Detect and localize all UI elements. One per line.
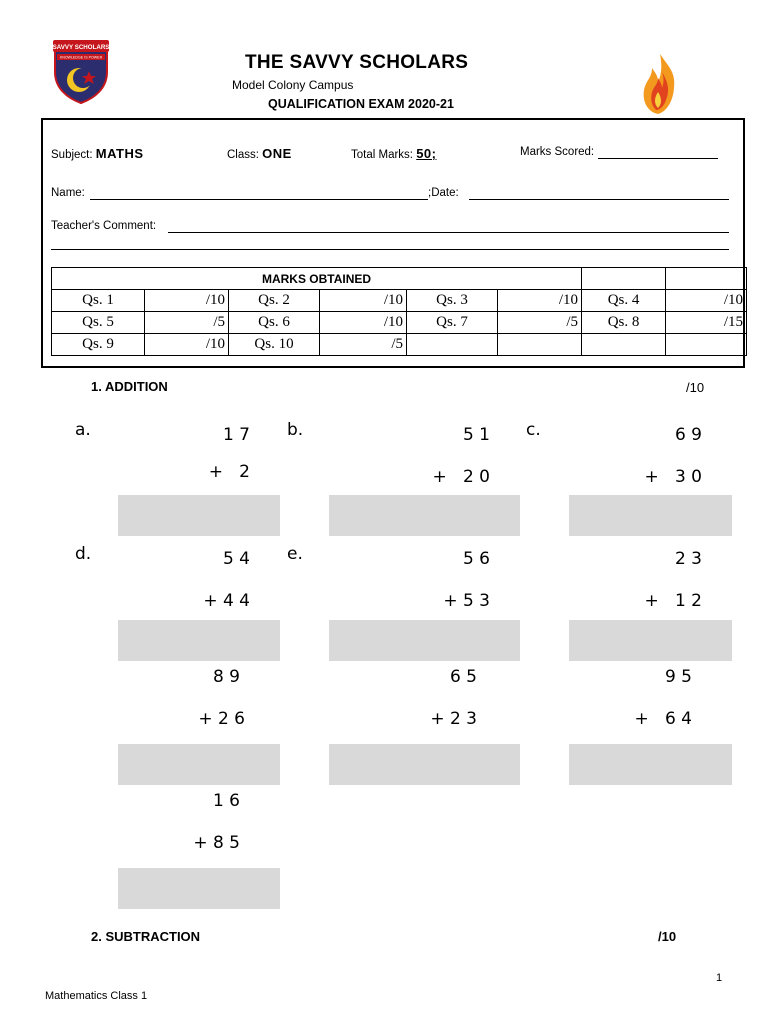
page-number: 1	[716, 972, 723, 984]
problem-top-number: 5 4	[222, 549, 250, 569]
problem-label-e: e.	[287, 544, 303, 564]
question-label: Qs. 10	[229, 334, 320, 356]
question-marks[interactable]: /10	[666, 290, 747, 312]
question-marks[interactable]: /10	[498, 290, 582, 312]
addition-section-title: 1. ADDITION	[91, 379, 168, 394]
problem-top-number: 1 6	[212, 791, 240, 811]
answer-box[interactable]	[329, 744, 520, 785]
marks-obtained-table	[51, 267, 747, 356]
empty-cell	[498, 334, 582, 356]
question-label: Qs. 3	[407, 290, 498, 312]
exam-title: QUALIFICATION EXAM 2020-21	[268, 97, 454, 111]
question-marks[interactable]: /5	[145, 312, 229, 334]
problem-bottom-number: + 4 4	[203, 591, 250, 611]
question-marks[interactable]: /10	[320, 290, 407, 312]
teacher-comment-label: Teacher's Comment:	[51, 220, 157, 232]
name-label: Name:	[51, 187, 85, 199]
class-field	[227, 146, 292, 161]
question-label: Qs. 1	[52, 290, 145, 312]
problem-bottom-number: + 8 5	[193, 833, 240, 853]
campus-name: Model Colony Campus	[232, 78, 354, 92]
question-label: Qs. 5	[52, 312, 145, 334]
answer-box[interactable]	[118, 868, 280, 909]
school-logo	[51, 38, 111, 104]
problem-bottom-number: + 2 3	[430, 709, 477, 729]
question-label: Qs. 6	[229, 312, 320, 334]
answer-box[interactable]	[118, 495, 280, 536]
footer-text: Mathematics Class 1	[45, 990, 148, 1002]
total-marks-label: Total Marks:	[351, 149, 413, 161]
answer-box[interactable]	[569, 495, 732, 536]
problem-top-number: 1 7	[222, 425, 250, 445]
question-marks[interactable]: /5	[498, 312, 582, 334]
problem-top-number: 2 3	[674, 549, 702, 569]
marks-scored-line[interactable]	[598, 158, 718, 159]
marks-obtained-header: MARKS OBTAINED	[52, 268, 582, 290]
subject-value: MATHS	[95, 146, 144, 161]
question-marks[interactable]: /15	[666, 312, 747, 334]
marks-scored-label: Marks Scored:	[520, 146, 595, 158]
problem-bottom-number: + 2	[208, 462, 250, 482]
table-row	[52, 312, 747, 334]
problem-label-b: b.	[287, 420, 304, 440]
answer-box[interactable]	[329, 495, 520, 536]
problem-top-number: 5 1	[462, 425, 490, 445]
problem-top-number: 5 6	[462, 549, 490, 569]
logo-title: SAVVY SCHOLARS	[52, 44, 110, 51]
date-line[interactable]	[469, 199, 729, 200]
class-label: Class:	[227, 149, 259, 161]
answer-box[interactable]	[118, 744, 280, 785]
header-empty-cell	[582, 268, 666, 290]
subject-label: Subject:	[51, 149, 93, 161]
question-label: Qs. 7	[407, 312, 498, 334]
subject-field	[51, 146, 144, 161]
question-marks[interactable]: /10	[320, 312, 407, 334]
answer-box[interactable]	[329, 620, 520, 661]
class-value: ONE	[262, 146, 292, 161]
problem-bottom-number: + 1 2	[644, 591, 702, 611]
header-empty-cell	[666, 268, 747, 290]
table-row	[52, 334, 747, 356]
question-marks[interactable]: /5	[320, 334, 407, 356]
name-line[interactable]	[90, 199, 428, 200]
question-label: Qs. 4	[582, 290, 666, 312]
empty-cell	[407, 334, 498, 356]
problem-top-number: 8 9	[212, 667, 240, 687]
question-marks[interactable]: /10	[145, 290, 229, 312]
problem-top-number: 9 5	[664, 667, 692, 687]
answer-box[interactable]	[569, 620, 732, 661]
date-label: ;Date:	[428, 187, 459, 199]
empty-cell	[666, 334, 747, 356]
question-marks[interactable]: /10	[145, 334, 229, 356]
total-marks-value: 50;	[416, 146, 437, 161]
question-label: Qs. 2	[229, 290, 320, 312]
question-label: Qs. 9	[52, 334, 145, 356]
problem-bottom-number: + 3 0	[644, 467, 702, 487]
problem-bottom-number: + 2 6	[198, 709, 245, 729]
problem-bottom-number: + 2 0	[432, 467, 490, 487]
problem-label-c: c.	[526, 420, 541, 440]
teacher-comment-line-2[interactable]	[51, 249, 729, 250]
flame-icon	[638, 52, 682, 116]
answer-box[interactable]	[118, 620, 280, 661]
addition-marks: /10	[686, 380, 705, 395]
problem-top-number: 6 5	[449, 667, 477, 687]
question-label: Qs. 8	[582, 312, 666, 334]
subtraction-marks: /10	[658, 929, 677, 944]
table-row	[52, 290, 747, 312]
problem-bottom-number: + 5 3	[443, 591, 490, 611]
answer-box[interactable]	[569, 744, 732, 785]
school-name: THE SAVVY SCHOLARS	[245, 52, 469, 73]
problem-label-d: d.	[75, 544, 92, 564]
teacher-comment-line[interactable]	[168, 232, 729, 233]
problem-bottom-number: + 6 4	[634, 709, 692, 729]
problem-top-number: 6 9	[674, 425, 702, 445]
problem-label-a: a.	[75, 420, 91, 440]
empty-cell	[582, 334, 666, 356]
logo-motto: KNOWLEDGE IS POWER	[59, 55, 103, 60]
subtraction-section-title: 2. SUBTRACTION	[91, 929, 201, 944]
total-marks-field	[351, 146, 437, 161]
